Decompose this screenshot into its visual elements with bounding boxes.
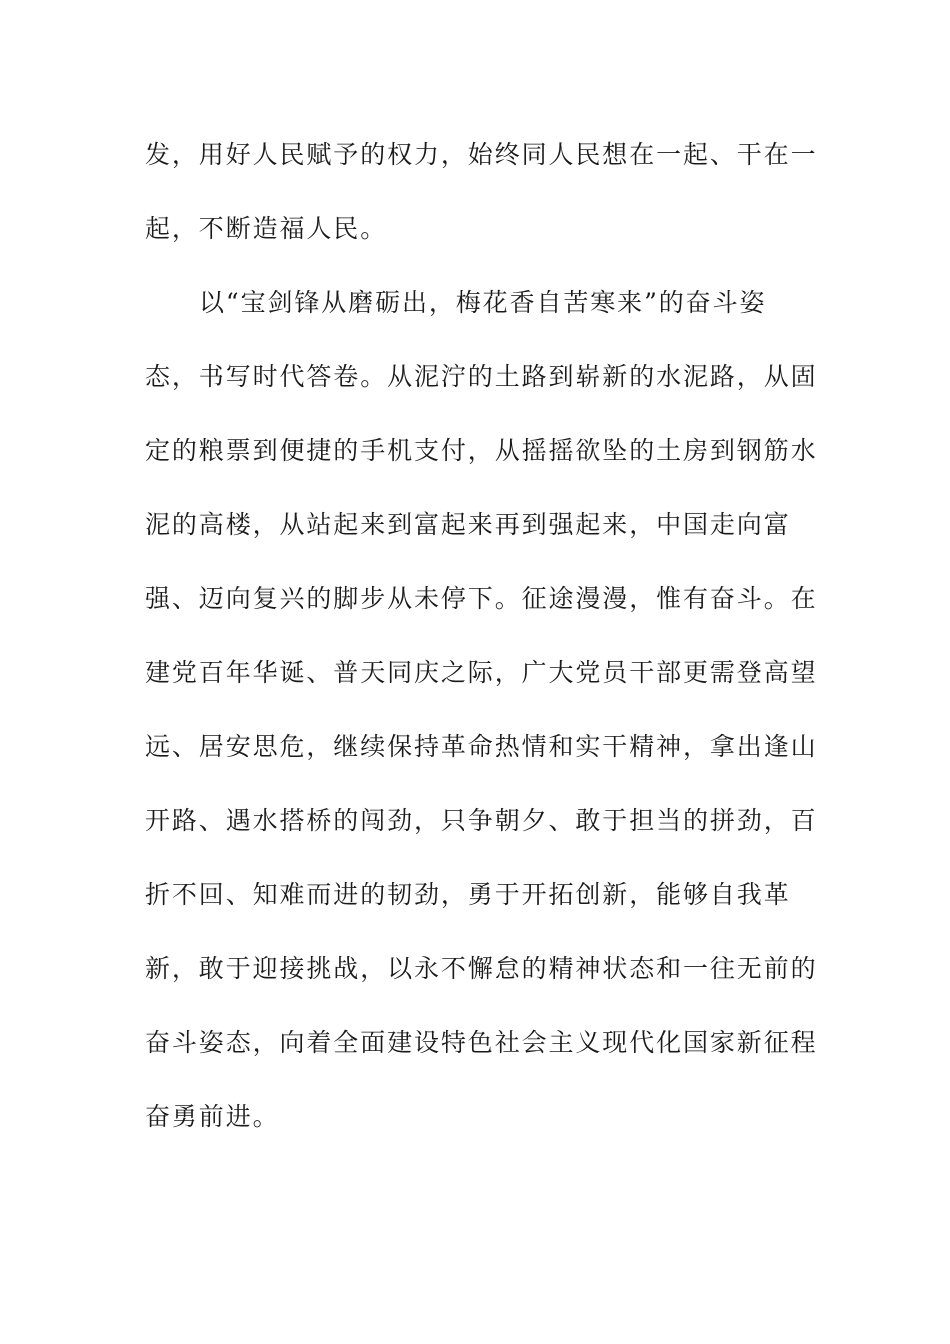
paragraph-first-line: 以“宝剑锋从磨砺出，梅花香自苦寒来”的奋斗姿 <box>199 288 767 317</box>
text-line: 奋斗姿态，向着全面建设特色社会主义现代化国家新征程 <box>145 1028 818 1057</box>
text-line: 远、居安思危，继续保持革命热情和实干精神，拿出逢山 <box>145 732 818 761</box>
text-line: 新，敢于迎接挑战，以永不懈怠的精神状态和一往无前的 <box>145 954 818 983</box>
text-line: 定的粮票到便捷的手机支付，从摇摇欲坠的土房到钢筋水 <box>145 436 818 465</box>
document-body <box>145 118 818 1154</box>
text-line: 奋勇前进。 <box>145 1102 280 1131</box>
text-line: 态，书写时代答卷。从泥泞的土路到崭新的水泥路，从固 <box>145 362 818 391</box>
text-line: 建党百年华诞、普天同庆之际，广大党员干部更需登高望 <box>145 658 818 687</box>
text-line: 开路、遇水搭桥的闯劲，只争朝夕、敢于担当的拼劲，百 <box>145 806 818 835</box>
text-line: 起，不断造福人民。 <box>145 214 388 243</box>
text-line: 强、迈向复兴的脚步从未停下。征途漫漫，惟有奋斗。在 <box>145 584 818 613</box>
text-line: 泥的高楼，从站起来到富起来再到强起来，中国走向富 <box>145 510 791 539</box>
text-line: 发，用好人民赋予的权力，始终同人民想在一起、干在一 <box>145 140 818 169</box>
text-line: 折不回、知难而进的韧劲，勇于开拓创新，能够自我革 <box>145 880 791 909</box>
